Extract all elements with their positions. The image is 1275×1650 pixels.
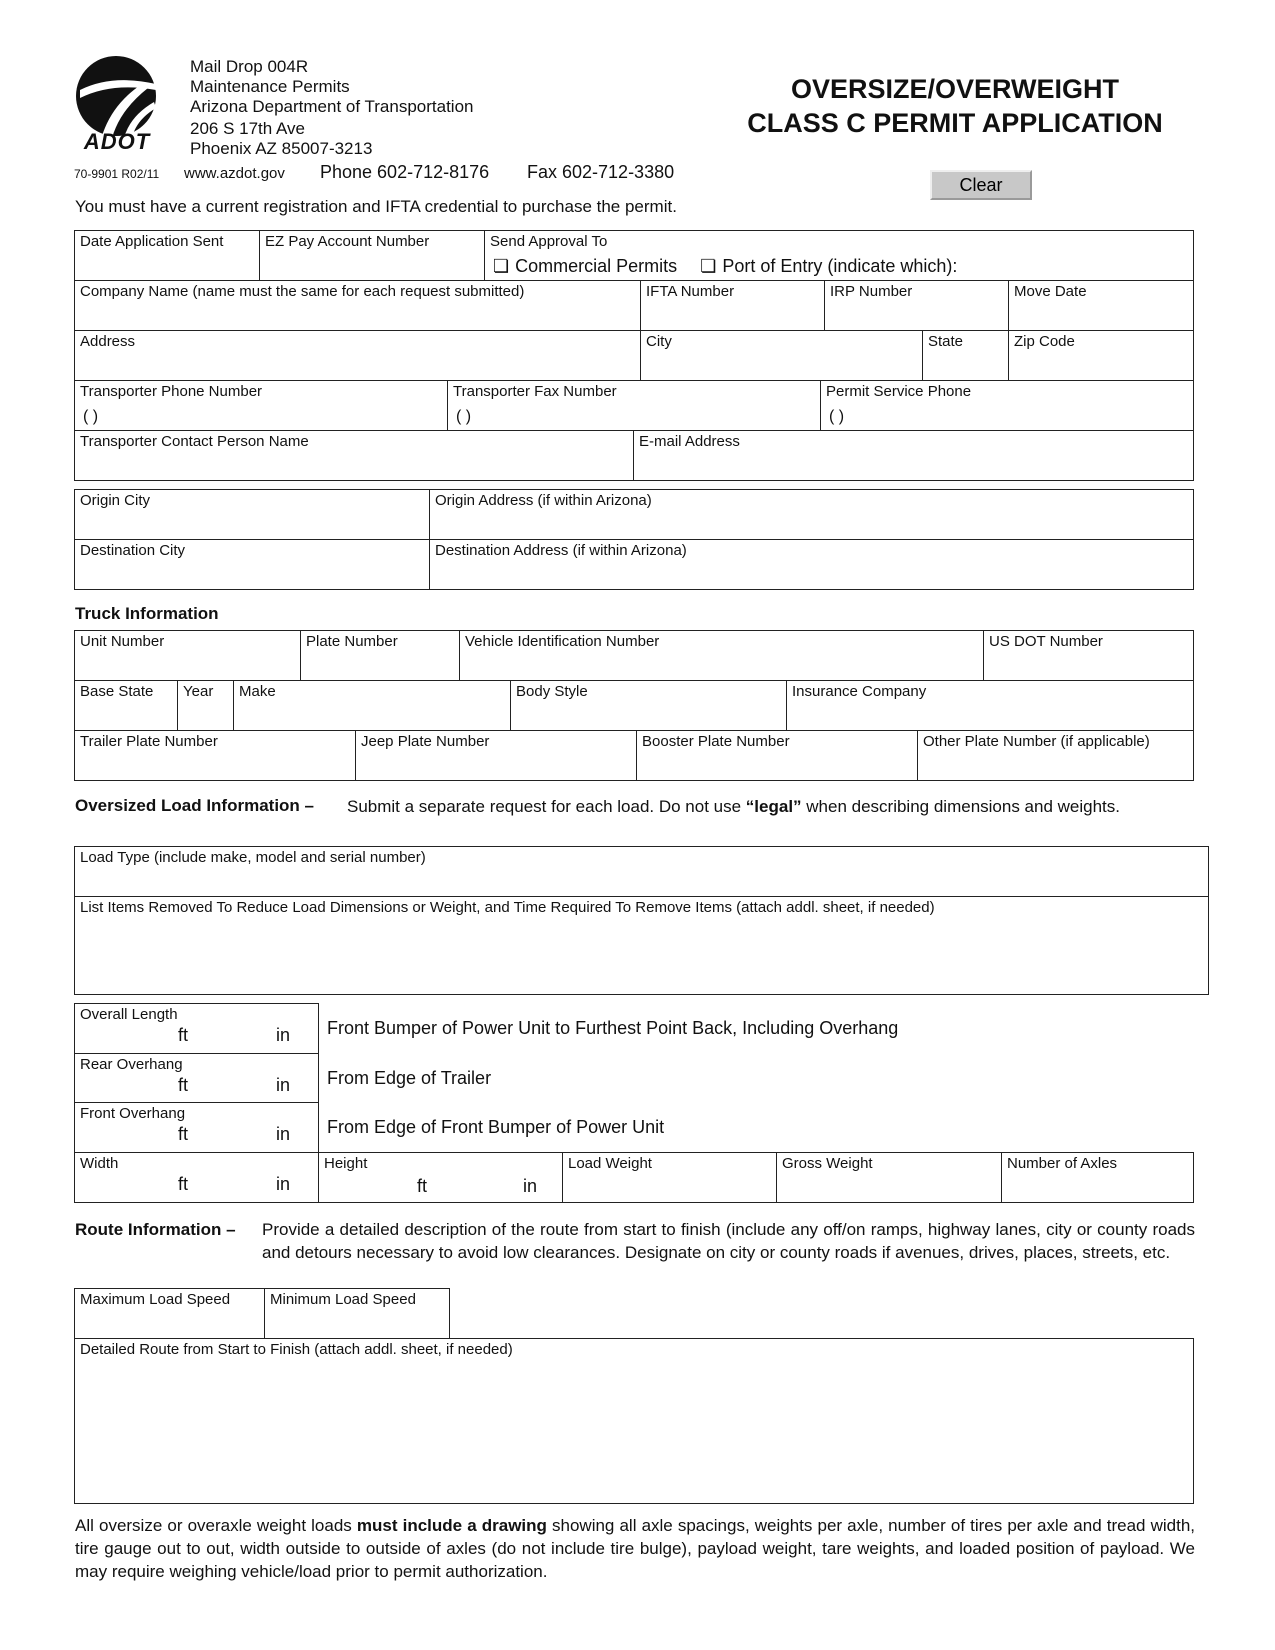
transporter-fax-field[interactable] [447,380,821,431]
booster-plate-field[interactable] [636,730,918,781]
destination-address-label: Destination Address (if within Arizona) [435,542,687,559]
address-line-3: Arizona Department of Transportation [190,97,474,116]
contact-person-field[interactable] [74,430,634,481]
form-title-line1: OVERSIZE/OVERWEIGHT [790,74,1120,104]
footer-post: showing all axle spacings, weights per axle, number of tires per axle and tread width, tire gauge out to out, width outside to outside of axles (do not include tire bulge), payload weight, tare weights, and loaded position of payload. We may require weighing vehicle/load prior to permit authorization. [75,1516,1195,1581]
adot-logo-text: ADOT [83,129,151,154]
load-type-label: Load Type (include make, model and serial number) [80,849,426,866]
booster-plate-label: Booster Plate Number [642,733,790,750]
footer-bold: must include a drawing [356,1516,547,1535]
rear-overhang-ft: ft [178,1075,189,1095]
height-label: Height [324,1155,368,1172]
origin-city-label: Origin City [80,492,151,509]
trailer-plate-field[interactable] [74,730,356,781]
city-label: City [646,333,672,350]
year-label: Year [183,683,214,700]
destination-city-field[interactable] [74,539,430,590]
number-of-axles-field[interactable] [1001,1152,1194,1203]
width-ft: ft [178,1174,189,1194]
permit-service-phone-label: Permit Service Phone [826,383,972,400]
width-field[interactable] [74,1152,319,1203]
height-field[interactable] [318,1152,563,1203]
commercial-permits-label: Commercial Permits [515,256,678,276]
address-line-2: Maintenance Permits [190,77,350,96]
load-instruction-pre: Submit a separate request for each load. Do not use [347,797,746,816]
ifta-number-field[interactable] [640,280,825,331]
port-of-entry-checkbox[interactable]: ❏ [700,256,717,276]
transporter-fax-label: Transporter Fax Number [453,383,617,400]
move-date-field[interactable] [1008,280,1194,331]
detailed-route-field[interactable] [74,1338,1194,1504]
overall-length-label: Overall Length [80,1006,178,1023]
overall-length-ft: ft [178,1025,189,1045]
max-speed-label: Maximum Load Speed [80,1291,231,1308]
clear-button[interactable]: Clear [930,170,1032,200]
insurance-company-field[interactable] [786,680,1194,731]
rear-overhang-desc: From Edge of Trailer [327,1068,492,1088]
items-removed-label: List Items Removed To Reduce Load Dimensions or Weight, and Time Required To Remove Items (attach addl. sheet, if needed) [80,899,935,916]
overall-length-field[interactable] [74,1003,319,1054]
overall-length-in: in [276,1025,291,1045]
contact-person-label: Transporter Contact Person Name [80,433,309,450]
rear-overhang-field[interactable] [74,1053,319,1103]
email-label: E-mail Address [639,433,740,450]
irp-label: IRP Number [830,283,913,300]
unit-number-field[interactable] [74,630,301,681]
date-application-sent-field[interactable] [74,230,260,281]
move-date-label: Move Date [1014,283,1087,300]
notice: You must have a current registration and IFTA credential to purchase the permit. [75,197,677,216]
zip-label: Zip Code [1014,333,1075,350]
commercial-permits-checkbox[interactable]: ❏ [493,256,510,276]
origin-address-label: Origin Address (if within Arizona) [435,492,652,509]
route-info-heading: Route Information – [75,1220,236,1239]
us-dot-label: US DOT Number [989,633,1103,650]
ifta-label: IFTA Number [646,283,735,300]
front-overhang-desc: From Edge of Front Bumper of Power Unit [327,1117,665,1137]
year-field[interactable] [177,680,234,731]
state-label: State [928,333,964,350]
website: www.azdot.gov [184,165,285,182]
plate-number-label: Plate Number [306,633,398,650]
front-overhang-field[interactable] [74,1102,319,1153]
company-name-label: Company Name (name must the same for each request submitted) [80,283,525,300]
send-approval-field [484,230,1194,281]
detailed-route-label: Detailed Route from Start to Finish (attach addl. sheet, if needed) [80,1341,513,1358]
min-load-speed-field[interactable] [264,1288,450,1339]
ez-pay-field[interactable] [259,230,485,281]
transporter-phone-label: Transporter Phone Number [80,383,263,400]
us-dot-field[interactable] [983,630,1194,681]
origin-address-field[interactable] [429,489,1194,540]
transporter-phone-field[interactable] [74,380,448,431]
base-state-label: Base State [80,683,154,700]
min-speed-label: Minimum Load Speed [270,1291,416,1308]
date-sent-label: Date Application Sent [80,233,224,250]
permit-phone-area-code: ( ) [829,408,845,425]
route-instruction: Provide a detailed description of the route from start to finish (include any off/on ramps, highway lanes, city or county roads and detours necessary to avoid low clearances. Designate on city or county roads if avenues, drives, places, streets, etc. [262,1220,1195,1262]
load-type-field[interactable] [74,846,1209,897]
zip-code-field[interactable] [1008,330,1194,381]
vin-field[interactable] [459,630,984,681]
form-title-line2: CLASS C PERMIT APPLICATION [747,108,1163,138]
jeep-plate-field[interactable] [355,730,637,781]
items-removed-field[interactable] [74,896,1209,995]
company-name-field[interactable] [74,280,641,331]
destination-address-field[interactable] [429,539,1194,590]
address-line-5: Phoenix AZ 85007-3213 [190,139,373,158]
jeep-plate-label: Jeep Plate Number [361,733,490,750]
vin-label: Vehicle Identification Number [465,633,660,650]
load-info-heading: Oversized Load Information – [75,796,314,815]
max-load-speed-field[interactable] [74,1288,265,1339]
load-instruction-post: when describing dimensions and weights. [801,797,1121,816]
body-style-field[interactable] [510,680,787,731]
height-in: in [523,1176,538,1196]
plate-number-field[interactable] [300,630,460,681]
front-overhang-ft: ft [178,1124,189,1144]
city-field[interactable] [640,330,923,381]
drawing-requirement [75,1514,1195,1583]
address-field[interactable] [74,330,641,381]
address-line-4: 206 S 17th Ave [190,119,306,138]
gross-weight-field[interactable] [776,1152,1002,1203]
phone: Phone 602-712-8176 [320,162,490,182]
address-label: Address [80,333,136,350]
send-approval-label: Send Approval To [490,233,608,250]
truck-info-heading: Truck Information [75,604,219,623]
fax: Fax 602-712-3380 [527,162,675,182]
load-instruction-bold: “legal” [745,797,802,816]
gross-weight-label: Gross Weight [782,1155,873,1172]
other-plate-field[interactable] [917,730,1194,781]
make-label: Make [239,683,276,700]
load-instruction [347,795,1122,818]
phone-area-code: ( ) [83,408,99,425]
width-label: Width [80,1155,119,1172]
rear-overhang-label: Rear Overhang [80,1056,183,1073]
form-number: 70-9901 R02/11 [74,167,160,181]
irp-number-field[interactable] [824,280,1009,331]
front-overhang-in: in [276,1124,291,1144]
rear-overhang-in: in [276,1075,291,1095]
adot-logo [72,54,162,154]
unit-number-label: Unit Number [80,633,165,650]
ez-pay-label: EZ Pay Account Number [265,233,430,250]
other-plate-label: Other Plate Number (if applicable) [923,733,1150,750]
base-state-field[interactable] [74,680,178,731]
email-field[interactable] [633,430,1194,481]
destination-city-label: Destination City [80,542,186,559]
address-line-1: Mail Drop 004R [190,57,309,76]
front-overhang-label: Front Overhang [80,1105,186,1122]
port-of-entry-label: Port of Entry (indicate which): [722,256,958,276]
number-of-axles-label: Number of Axles [1007,1155,1118,1172]
footer-pre: All oversize or overaxle weight loads [75,1516,357,1535]
load-weight-label: Load Weight [568,1155,652,1172]
body-style-label: Body Style [516,683,588,700]
trailer-plate-label: Trailer Plate Number [80,733,218,750]
make-field[interactable] [233,680,511,731]
height-ft: ft [417,1176,428,1196]
permit-service-phone-field[interactable] [820,380,1194,431]
origin-city-field[interactable] [74,489,430,540]
load-weight-field[interactable] [562,1152,777,1203]
width-in: in [276,1174,291,1194]
state-field[interactable] [922,330,1009,381]
fax-area-code: ( ) [456,408,472,425]
overall-length-desc: Front Bumper of Power Unit to Furthest Point Back, Including Overhang [327,1018,899,1038]
insurance-label: Insurance Company [792,683,927,700]
